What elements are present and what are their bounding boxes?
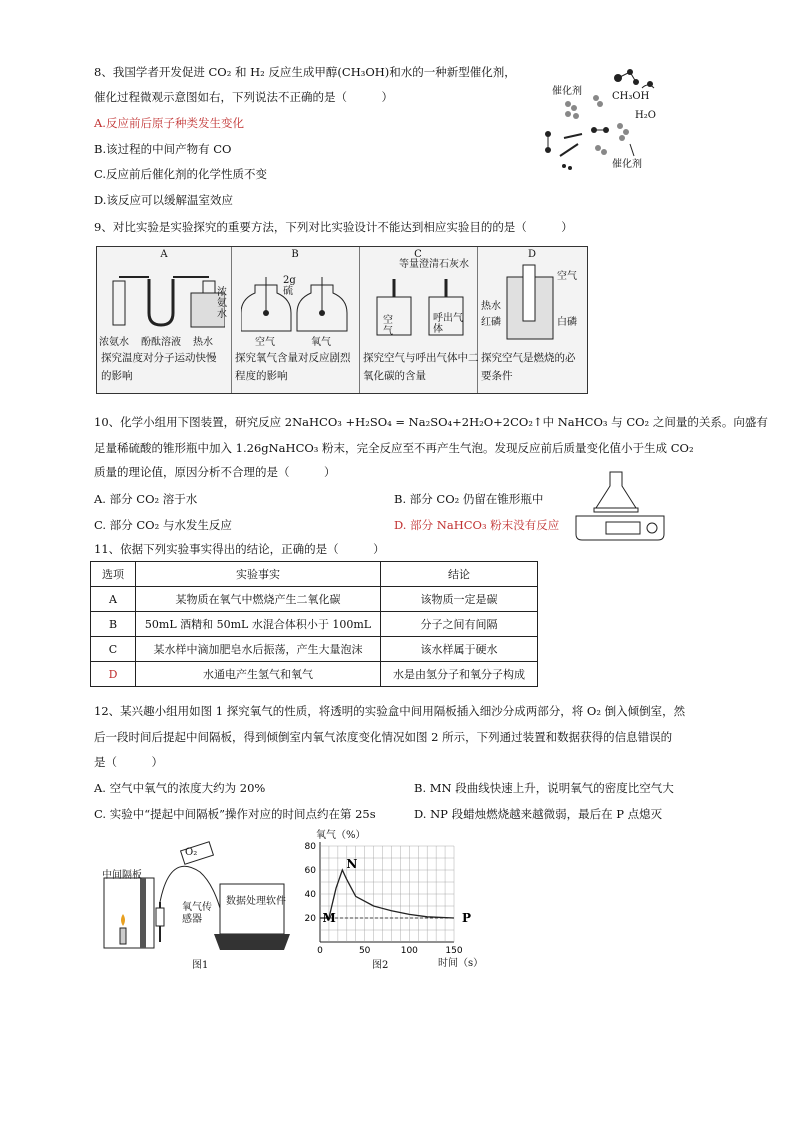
- q10-stem-line1: 10、化学小组用下图装置，研究反应 2NaHCO₃ +H₂SO₄ = Na₂SO₄+2H₂O+2CO₂↑中 NaHCO₃ 与 CO₂ 之间量的关系。向盛有: [94, 415, 768, 429]
- y-tick-label: 60: [304, 866, 316, 876]
- row-conclusion: 分子之间有间隔: [381, 612, 538, 637]
- header-conclusion: 结论: [381, 562, 538, 587]
- row-option: C: [91, 637, 136, 662]
- row-fact: 某物质在氧气中燃烧产生二氧化碳: [136, 587, 381, 612]
- experiment-a-apparatus: [105, 263, 225, 333]
- label-air: 空气: [383, 315, 393, 337]
- q10-stem-line3: 质量的理论值，原因分析不合理的是（ ）: [94, 465, 336, 479]
- chart-grid: [320, 842, 454, 942]
- q12-option-a: A. 空气中氧气的浓度大约为 20%: [94, 781, 266, 795]
- annotation-m: M: [322, 911, 336, 925]
- table-header-row: [91, 562, 538, 587]
- q10-option-a: A. 部分 CO₂ 溶于水: [94, 492, 198, 506]
- catalyst-label-bottom: 催化剂: [612, 159, 642, 170]
- experiment-caption: 探究温度对分子运动快慢的影响: [101, 352, 217, 382]
- q12-option-c: C. 实验中“提起中间隔板”操作对应的时间点约在第 25s: [94, 807, 376, 821]
- header-fact: 实验事实: [136, 562, 381, 587]
- label-hot-water: 热水: [481, 301, 501, 312]
- oxygen-bottle-label: O₂: [185, 847, 198, 858]
- experiment-caption: 探究空气是燃烧的必要条件: [481, 352, 576, 382]
- label-air: 空气: [255, 337, 275, 348]
- q12-stem-line2: 后一段时间后提起中间隔板，得到倾倒室内氧气浓度变化情况如图 2 所示，下列通过装置和数据获得的信息错误的: [94, 730, 673, 744]
- h2o-label: H₂O: [635, 110, 656, 121]
- row-fact: 水通电产生氢气和氧气: [136, 662, 381, 687]
- q10-option-c: C. 部分 CO₂ 与水发生反应: [94, 518, 232, 532]
- row-fact: 某水样中滴加肥皂水后振荡，产生大量泡沫: [136, 637, 381, 662]
- x-tick-label: 100: [400, 946, 418, 956]
- oxygen-concentration-chart: [296, 838, 496, 968]
- partition-label: 中间隔板: [102, 870, 142, 881]
- q10-stem-line2: 足量稀硫酸的锥形瓶中加入 1.26gNaHCO₃ 粉末，完全反应至不再产生气泡。发现反应前后质量变化值小于生成 CO₂: [94, 441, 694, 455]
- y-tick-label: 80: [304, 842, 316, 852]
- row-option: B: [91, 612, 136, 637]
- experiment-caption: 探究氧气含量对反应剧烈程度的影响: [235, 352, 351, 382]
- q8-option-b: B.该过程的中间产物有 CO: [94, 142, 232, 156]
- q9-stem: 9、对比实验是实验探究的重要方法，下列对比实验设计不能达到相应实验目的的是（ ）: [94, 220, 573, 234]
- annotation-n: N: [346, 857, 358, 871]
- experiment-b-apparatus: [241, 263, 351, 333]
- q10-option-d: D. 部分 NaHCO₃ 粉末没有反应: [394, 518, 560, 532]
- experiment-d-apparatus: [505, 263, 555, 343]
- q11-stem: 11、依据下列实验事实得出的结论，正确的是（ ）: [94, 542, 385, 556]
- label-phenolphthalein: 酚酞溶液: [141, 337, 181, 348]
- row-option: A: [91, 587, 136, 612]
- q12-option-d: D. NP 段蜡烛燃烧越来越微弱，最后在 P 点熄灭: [414, 807, 663, 821]
- row-conclusion: 水是由氢分子和氧分子构成: [381, 662, 538, 687]
- software-label: 数据处理软件: [226, 896, 286, 907]
- table-row: [91, 587, 538, 612]
- q12-stem-line3: 是（ ）: [94, 755, 163, 769]
- row-fact: 50mL 酒精和 50mL 水混合体积小于 100mL: [136, 612, 381, 637]
- catalyst-label-top: 催化剂: [552, 86, 582, 97]
- x-tick-label: 150: [445, 946, 463, 956]
- experiment-c: [359, 247, 478, 393]
- q11-table: [90, 561, 538, 687]
- q12-option-b: B. MN 段曲线快速上升，说明氧气的密度比空气大: [414, 781, 674, 795]
- figure2-caption: 图2: [372, 960, 389, 971]
- q8-option-a: A.反应前后原子种类发生变化: [94, 116, 244, 130]
- label-white-phosphorus: 白磷: [557, 317, 577, 328]
- label-oxygen: 氧气: [311, 337, 331, 348]
- experiment-letter: A: [160, 249, 168, 260]
- experiment-b: [231, 247, 360, 393]
- label-sulfur: 2g硫: [283, 275, 296, 297]
- x-tick-label: 0: [317, 946, 323, 956]
- experiment-caption: 探究空气与呼出气体中二氧化碳的含量: [363, 352, 479, 382]
- row-option: D: [91, 662, 136, 687]
- q8-option-c: C.反应前后催化剂的化学性质不变: [94, 167, 268, 181]
- q12-stem-line1: 12、某兴趣小组用如图 1 探究氧气的性质，将透明的实验盒中间用隔板插入细沙分成两部分，将 O₂ 倒入倾倒室，然: [94, 704, 686, 718]
- label-red-phosphorus: 红磷: [481, 317, 501, 328]
- label-conc-ammonia-side: 浓氨水: [217, 287, 227, 320]
- chart-ylabel: 氧气（%）: [316, 830, 366, 841]
- annotation-p: P: [462, 911, 472, 925]
- label-limewater: 等量澄清石灰水: [399, 259, 469, 270]
- experiment-letter: D: [527, 249, 537, 260]
- row-conclusion: 该水样属于硬水: [381, 637, 538, 662]
- q8-stem-line2: 催化过程微观示意图如右，下列说法不正确的是（ ）: [94, 90, 393, 104]
- chart-xlabel: 时间（s）: [438, 958, 484, 969]
- y-tick-label: 40: [304, 890, 316, 900]
- oxygen-sensor-label: 氧气传感器: [182, 902, 212, 925]
- q9-experiment-table: [96, 246, 588, 394]
- y-tick-label: 20: [304, 914, 316, 924]
- label-exhaled-gas: 呼出气体: [433, 313, 463, 335]
- header-option: 选项: [91, 562, 136, 587]
- electronic-balance-with-flask: [572, 468, 668, 544]
- experiment-d: [477, 247, 587, 393]
- table-row: [91, 612, 538, 637]
- experiment-a: [97, 247, 232, 393]
- experiment-letter: B: [291, 249, 299, 260]
- label-hot-water: 热水: [193, 337, 213, 348]
- q8-option-d: D.该反应可以缓解温室效应: [94, 193, 233, 207]
- figure1-caption: 图1: [192, 960, 209, 971]
- table-row: [91, 662, 538, 687]
- experiment-letter: C: [414, 249, 422, 260]
- chart-annotations: [322, 857, 471, 925]
- label-conc-ammonia: 浓氨水: [99, 337, 129, 348]
- table-row: [91, 637, 538, 662]
- q8-stem-line1: 8、我国学者开发促进 CO₂ 和 H₂ 反应生成甲醇(CH₃OH)和水的一种新型催化剂，: [94, 65, 516, 79]
- q10-option-b: B. 部分 CO₂ 仍留在锥形瓶中: [394, 492, 544, 506]
- row-conclusion: 该物质一定是碳: [381, 587, 538, 612]
- x-tick-label: 50: [358, 946, 371, 956]
- ch3oh-label: CH₃OH: [612, 91, 650, 102]
- label-air: 空气: [557, 271, 577, 282]
- chart-ticks: [305, 842, 463, 956]
